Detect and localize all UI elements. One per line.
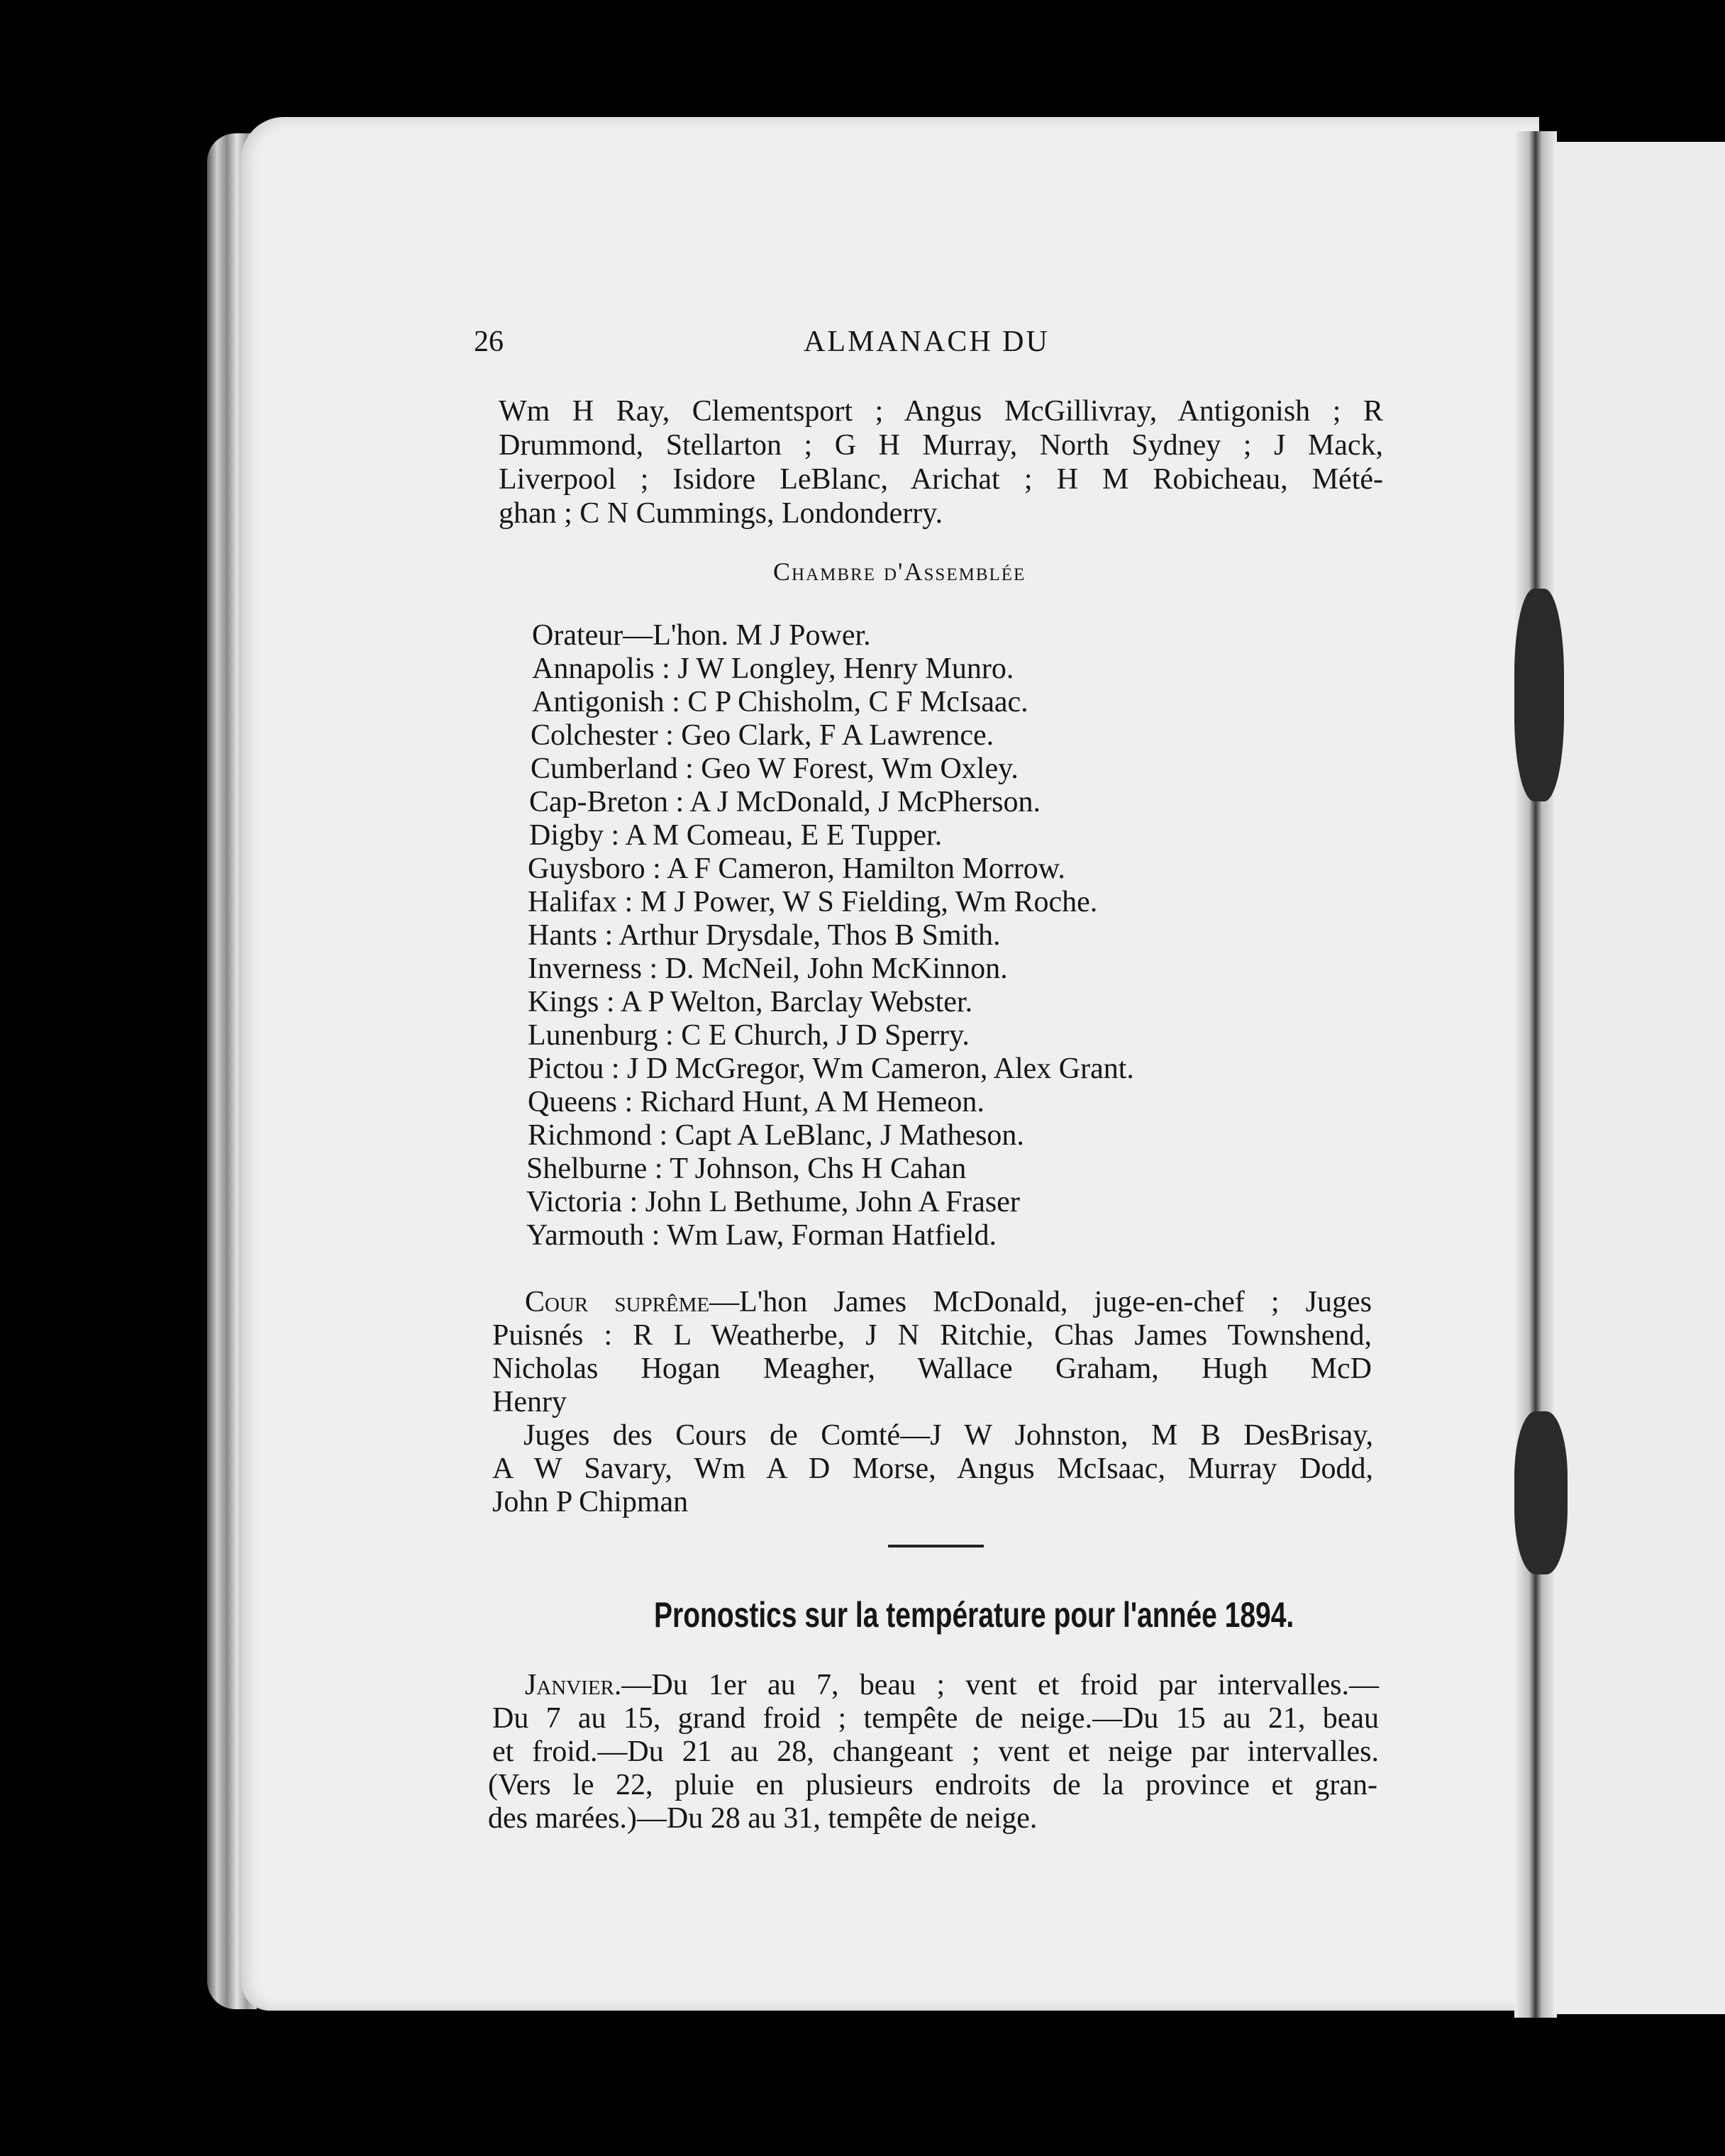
assembly-member: Cap-Breton : A J McDonald, J McPherson. [529,786,1041,818]
forecast-line: des marées.)—Du 28 au 31, tempête de neige. [488,1802,1038,1835]
forecast-line: (Vers le 22, pluie en plusieurs endroits de la province et gran- [488,1769,1377,1801]
section-divider [888,1545,984,1547]
intro-line: Liverpool ; Isidore LeBlanc, Arichat ; H M Robicheau, Mété- [499,463,1383,496]
assembly-member: Victoria : John L Bethume, John A Fraser [526,1186,1020,1218]
court-line: Puisnés : R L Weatherbe, J N Ritchie, Chas James Townshend, [492,1319,1372,1352]
court-line-rest: —L'hon James McDonald, juge-en-chef ; Juges [709,1286,1372,1318]
assembly-member: Annapolis : J W Longley, Henry Munro. [532,652,1014,685]
intro-line: ghan ; C N Cummings, Londonderry. [499,497,943,530]
forecast-line-rest: —Du 1er au 7, beau ; vent et froid par intervalles.— [621,1669,1379,1701]
county-court-line: A W Savary, Wm A D Morse, Angus McIsaac, Murray Dodd, [492,1452,1373,1485]
assembly-member: Guysboro : A F Cameron, Hamilton Morrow. [528,852,1065,885]
assembly-member: Pictou : J D McGregor, Wm Cameron, Alex Grant. [528,1052,1134,1085]
assembly-member: Lunenburg : C E Church, J D Sperry. [528,1019,970,1052]
court-line: Henry [492,1386,567,1418]
assembly-member: Digby : A M Comeau, E E Tupper. [529,819,943,852]
assembly-member: Orateur—L'hon. M J Power. [532,619,871,652]
court-label: Cour suprême [525,1286,710,1318]
assembly-member: Hants : Arthur Drysdale, Thos B Smith. [528,919,1001,952]
assembly-member: Yarmouth : Wm Law, Forman Hatfield. [526,1219,997,1252]
assembly-member: Queens : Richard Hunt, A M Hemeon. [528,1086,984,1118]
assembly-heading: Chambre d'Assemblée [773,557,1026,586]
assembly-member: Antigonish : C P Chisholm, C F McIsaac. [532,686,1028,718]
intro-line: Drummond, Stellarton ; G H Murray, North Sydney ; J Mack, [499,429,1383,462]
assembly-member: Richmond : Capt A LeBlanc, J Matheson. [528,1119,1024,1152]
forecast-line [525,1668,1379,1702]
assembly-member: Inverness : D. McNeil, John McKinnon. [528,952,1008,985]
forecast-title: Pronostics sur la température pour l'année 1894. [654,1595,1294,1635]
assembly-member: Colchester : Geo Clark, F A Lawrence. [531,719,994,752]
assembly-member: Shelburne : T Johnson, Chs H Cahan [526,1152,967,1185]
court-line: Nicholas Hogan Meagher, Wallace Graham, Hugh McD [492,1352,1372,1385]
forecast-line: et froid.—Du 21 au 28, changeant ; vent et neige par intervalles. [492,1735,1379,1768]
court-line [525,1285,1372,1319]
assembly-member: Halifax : M J Power, W S Fielding, Wm Roche. [528,886,1098,918]
county-court-line: John P Chipman [492,1486,689,1518]
intro-line: Wm H Ray, Clementsport ; Angus McGillivray, Antigonish ; R [499,395,1383,428]
county-court-line: Juges des Cours de Comté—J W Johnston, M B DesBrisay, [523,1419,1373,1452]
assembly-member: Cumberland : Geo W Forest, Wm Oxley. [531,752,1019,785]
page-number: 26 [474,326,504,358]
running-head: ALMANACH DU [804,326,1050,358]
forecast-line: Du 7 au 15, grand froid ; tempête de neige.—Du 15 au 21, beau [492,1702,1379,1735]
assembly-member: Kings : A P Welton, Barclay Webster. [528,986,973,1018]
forecast-month-label: Janvier. [525,1669,622,1701]
